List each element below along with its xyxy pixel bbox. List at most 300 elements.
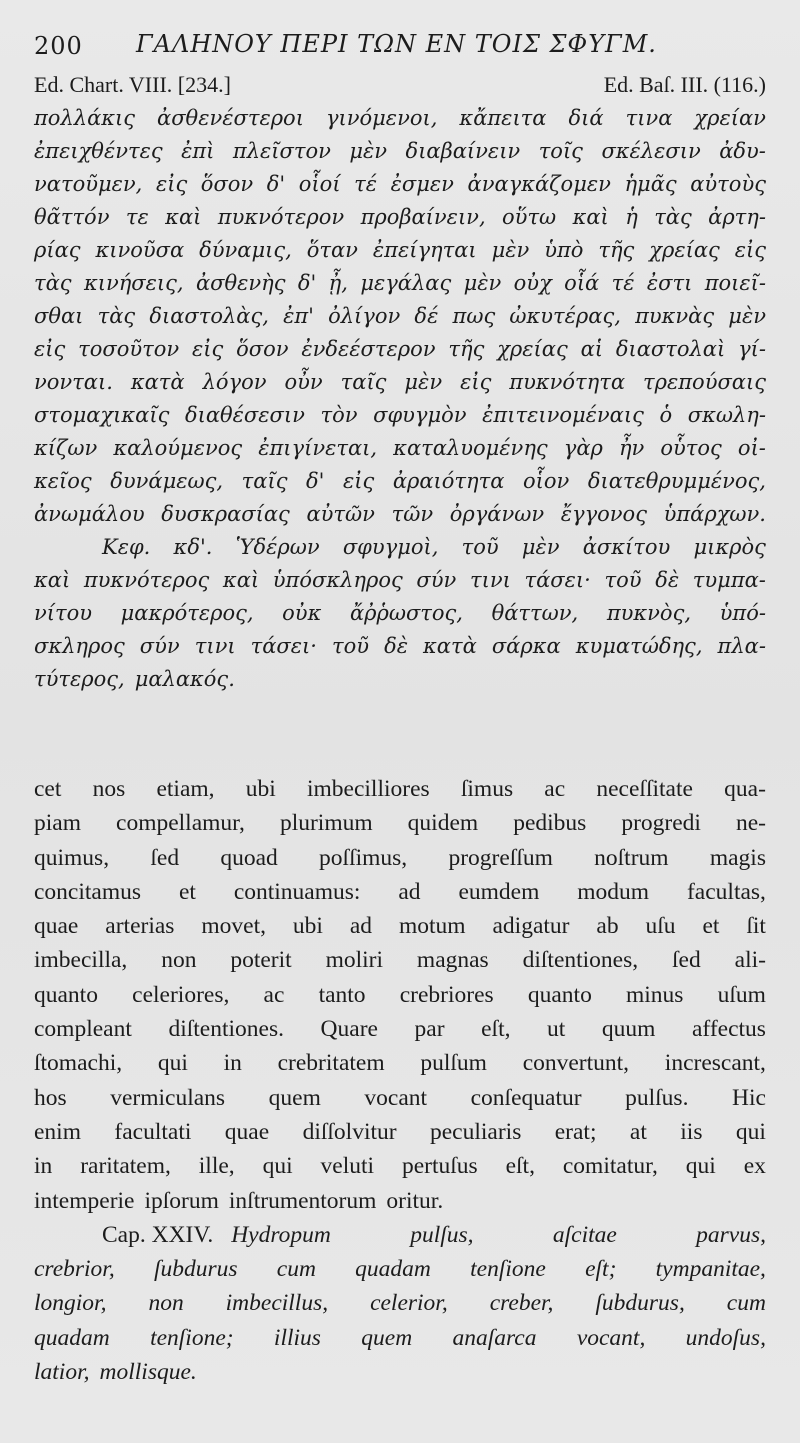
- word: χρείαν: [694, 106, 766, 130]
- word: in: [34, 1153, 53, 1180]
- word: minus: [626, 981, 684, 1008]
- word: ἐπείγηται: [372, 238, 477, 262]
- word: quoad: [220, 844, 278, 871]
- word: facultas,: [686, 878, 766, 905]
- word: τάσει·: [524, 568, 591, 592]
- greek-line: [34, 564, 766, 597]
- word: ad: [349, 913, 373, 940]
- word: τάσει·: [250, 634, 317, 658]
- word: tympanitae,: [655, 1256, 766, 1283]
- greek-line: [34, 465, 766, 498]
- word: σάρκα: [491, 634, 561, 658]
- latin-line: [34, 806, 766, 840]
- word: par: [414, 1016, 445, 1043]
- word: veluti: [320, 1153, 375, 1180]
- word: piam: [34, 810, 81, 837]
- word: etiam,: [156, 776, 215, 802]
- word: in: [223, 1050, 242, 1077]
- greek-line: [34, 498, 766, 531]
- edition-reference-basel: Ed. Baſ. III. (116.): [603, 72, 766, 97]
- word: ὑπό-: [719, 601, 766, 625]
- latin-line: [34, 875, 766, 909]
- word: ὑπόσκληρος: [272, 568, 403, 592]
- latin-line: [34, 1012, 766, 1046]
- word: motum: [398, 913, 466, 940]
- word: crebriores: [399, 981, 494, 1008]
- latin-line: [34, 1321, 766, 1355]
- greek-line: [34, 267, 766, 300]
- word: ac: [263, 981, 285, 1008]
- word: quidem: [407, 810, 479, 837]
- word: illius: [273, 1324, 321, 1351]
- word: magis: [709, 844, 766, 871]
- greek-line: [34, 630, 766, 663]
- latin-chapter-heading-line: [34, 1218, 766, 1252]
- word: τὰς: [654, 205, 692, 229]
- word: καταλυομένης: [393, 436, 548, 460]
- word: σκωλη-: [687, 403, 766, 427]
- word: σκληρος: [34, 634, 125, 658]
- edition-reference-chartier: Ed. Chart. VIII. [234.]: [34, 72, 231, 97]
- word: δυσκρασίας: [161, 502, 290, 526]
- word: πυκνότερον: [217, 205, 345, 229]
- word: et: [178, 878, 196, 905]
- running-title: ΓΑΛΗΝΟΥ ΠΕΡΙ ΤΩΝ ΕΝ ΤΟΙΣ ΣΦΥΓΜ.: [136, 30, 657, 58]
- word: at: [629, 1118, 647, 1145]
- word: ἐπιτεινομέναις: [482, 403, 644, 427]
- word: ἀδυ-: [719, 139, 766, 163]
- word: τέ: [611, 271, 635, 295]
- word: ἀρτη-: [708, 205, 766, 229]
- word: δυνάμεως,: [110, 469, 224, 493]
- word: σκέλεσιν: [601, 139, 701, 163]
- greek-chapter-heading-line: [34, 531, 766, 564]
- word: εἰς: [34, 337, 66, 361]
- word: μὲν: [404, 370, 443, 394]
- word: καὶ: [572, 205, 609, 229]
- word: σύν: [139, 634, 180, 658]
- word: ὁ: [659, 403, 673, 427]
- word: ac: [544, 776, 566, 802]
- word: γὰρ: [563, 436, 603, 460]
- word: ὅσον: [200, 172, 254, 196]
- word: quanto: [527, 981, 592, 1008]
- word: οὕτω: [502, 205, 557, 229]
- word: tenſione: [470, 1256, 546, 1283]
- word: ταῖς: [241, 469, 288, 493]
- word: pulſus.: [625, 1084, 689, 1111]
- word: εἰς: [155, 172, 188, 196]
- greek-line: [34, 663, 766, 696]
- word: qui: [735, 1118, 766, 1145]
- word: πυκνότητα: [509, 370, 626, 394]
- word: διαστολαὶ: [615, 337, 726, 361]
- word: ἐνδεέστερον: [301, 337, 436, 361]
- word: oritur.: [386, 1187, 444, 1214]
- word: εἰς: [343, 469, 375, 493]
- page-header: [34, 30, 760, 64]
- word: σφυγμὸν: [373, 403, 467, 427]
- word: imbecilla,: [34, 947, 128, 974]
- word: eſt;: [585, 1256, 617, 1283]
- word: κίζων: [34, 436, 98, 460]
- latin-line: [34, 1115, 766, 1149]
- word: αὐτῶν: [306, 502, 375, 526]
- word: latior,: [34, 1359, 90, 1386]
- word: qui: [685, 1153, 716, 1180]
- word: τύτερος,: [34, 667, 125, 691]
- word: τινα: [625, 106, 673, 130]
- word: ἡ: [625, 205, 638, 229]
- word: poterit: [230, 947, 292, 974]
- word: mollisque.: [99, 1359, 197, 1386]
- word: movet,: [201, 913, 266, 940]
- word: μικρὸς: [693, 535, 766, 559]
- word: ſtomachi,: [34, 1050, 123, 1077]
- word: δὲ: [655, 568, 680, 592]
- word: μὲν: [463, 271, 502, 295]
- word: ἀραιότητα: [392, 469, 505, 493]
- word: non: [148, 1290, 184, 1317]
- word: Hic: [732, 1084, 766, 1111]
- greek-line: [34, 399, 766, 432]
- word: Quare: [320, 1016, 378, 1043]
- word: καλούμενος: [113, 436, 243, 460]
- word: continuamus:: [233, 878, 361, 905]
- word: ἀνωμάλου: [34, 502, 145, 526]
- word: τυμπα-: [692, 568, 766, 592]
- greek-line: [34, 102, 766, 135]
- word: τὰς: [97, 304, 136, 328]
- word: ad: [398, 878, 421, 905]
- word: Κεφ.: [102, 535, 151, 559]
- word: κατὰ: [130, 370, 185, 394]
- word: οἷον: [522, 469, 570, 493]
- word: στομαχικαῖς: [34, 403, 170, 427]
- word: ipſorum: [144, 1187, 219, 1214]
- word: quem: [361, 1324, 413, 1351]
- word: ὀργάνων: [449, 502, 545, 526]
- word: eſt,: [505, 1153, 535, 1180]
- word: ἀναγκάζομεν: [467, 172, 611, 196]
- word: κινοῦσα: [95, 238, 185, 262]
- word: αἱ: [580, 337, 603, 361]
- word: ὀλίγον: [328, 304, 401, 328]
- word: peculiaris: [429, 1118, 522, 1145]
- word: οὐχ: [513, 271, 552, 295]
- word: μὲν: [521, 535, 560, 559]
- word: κδ'.: [173, 535, 213, 559]
- word: μαλακός.: [134, 667, 235, 691]
- word: arterias: [105, 913, 175, 940]
- word: ἐπιγίνεται,: [258, 436, 378, 460]
- word: vermiculans: [110, 1084, 226, 1111]
- word: pulſus,: [410, 1221, 474, 1248]
- word: vocant: [364, 1084, 428, 1111]
- word: ne-: [735, 810, 766, 837]
- word: ἐπ': [283, 304, 314, 328]
- word: et: [702, 913, 720, 940]
- greek-line: [34, 432, 766, 465]
- word: ἐπὶ: [181, 139, 215, 163]
- word: δ': [306, 469, 325, 493]
- word: τοῦ: [461, 535, 499, 559]
- word: uſum: [717, 981, 766, 1008]
- word: ubi: [292, 913, 323, 940]
- word: comitatur,: [562, 1153, 658, 1180]
- word: ubi: [245, 776, 276, 802]
- word: καὶ: [34, 568, 71, 592]
- word: adigatur: [492, 913, 570, 940]
- word: διαθέσεσιν: [184, 403, 305, 427]
- edition-references: [34, 72, 766, 100]
- word: προβαίνειν,: [360, 205, 486, 229]
- word: τινι: [469, 568, 511, 592]
- greek-line: [34, 597, 766, 630]
- word: ἐστι: [646, 271, 693, 295]
- word: iis: [680, 1118, 703, 1145]
- word: εἰς: [192, 337, 224, 361]
- word: τοῖς: [538, 139, 583, 163]
- word: ἡμᾶς: [624, 172, 677, 196]
- word: cum: [276, 1256, 316, 1283]
- word: τέ: [354, 172, 378, 196]
- word: neceſſitate: [596, 776, 693, 802]
- word: ἔγγονος: [560, 502, 647, 526]
- word: πλεῖστον: [232, 139, 331, 163]
- greek-line: [34, 201, 766, 234]
- word: οὗτος: [660, 436, 722, 460]
- word: διατεθρυμμένος,: [587, 469, 766, 493]
- word: magnas: [416, 947, 489, 974]
- word: non: [161, 947, 197, 974]
- word: progredi: [621, 810, 701, 837]
- chapter-label: Cap. XXIV.: [102, 1221, 214, 1248]
- word: ſubdurus,: [595, 1290, 685, 1317]
- word: γί-: [738, 337, 766, 361]
- word: σύν: [416, 568, 457, 592]
- word: quanto: [34, 981, 98, 1008]
- latin-line: [34, 978, 766, 1012]
- word: diſtentiones,: [522, 947, 639, 974]
- word: enim: [34, 1118, 81, 1145]
- word: creber,: [489, 1290, 554, 1317]
- word: δ': [266, 172, 286, 196]
- word: ille,: [198, 1153, 235, 1180]
- word: δ': [297, 271, 317, 295]
- word: τρεπούσαις: [643, 370, 766, 394]
- word: τε: [125, 205, 149, 229]
- word: quae: [224, 1118, 270, 1145]
- word: ᾖ,: [328, 271, 348, 295]
- word: affectus: [691, 1016, 766, 1043]
- word: aſcitae: [552, 1221, 617, 1248]
- latin-line: [34, 772, 766, 806]
- word: facultati: [114, 1118, 192, 1145]
- word: ex: [743, 1153, 766, 1180]
- word: καὶ: [165, 205, 202, 229]
- word: quadam: [355, 1256, 431, 1283]
- word: tanto: [318, 981, 366, 1008]
- word: νονται.: [34, 370, 113, 394]
- word: imbecillus,: [225, 1290, 329, 1317]
- word: νίτου: [34, 601, 93, 625]
- word: σθαι: [34, 304, 84, 328]
- word: νατοῦμεν,: [34, 172, 143, 196]
- word: cet: [34, 776, 62, 802]
- word: ἀσθενέστεροι: [157, 106, 304, 130]
- word: εἰς: [460, 370, 492, 394]
- word: qui: [262, 1153, 293, 1180]
- word: οὐκ: [282, 601, 322, 625]
- word: quae: [34, 913, 79, 940]
- word: parvus,: [696, 1221, 766, 1248]
- word: θάττων,: [491, 601, 579, 625]
- word: οἷοί: [298, 172, 341, 196]
- word: διά: [568, 106, 604, 130]
- word: πολλάκις: [34, 106, 136, 130]
- word: progreſſum: [448, 844, 553, 871]
- word: ſed: [150, 844, 180, 871]
- word: nos: [92, 776, 126, 802]
- word: πυκνὰς: [635, 304, 715, 328]
- word: hos: [34, 1084, 67, 1111]
- word: χρείας: [497, 337, 568, 361]
- latin-line: [34, 1149, 766, 1183]
- latin-line: [34, 943, 766, 977]
- word: κἄπειτα: [459, 106, 547, 130]
- word: ſubdurus: [153, 1256, 238, 1283]
- word: πυκνότερος: [83, 568, 210, 592]
- latin-line: [34, 909, 766, 943]
- word: ſed: [672, 947, 701, 974]
- word: quem: [268, 1084, 321, 1111]
- word: τινι: [194, 634, 236, 658]
- word: tenſione;: [150, 1324, 234, 1351]
- word: χρείας: [649, 238, 720, 262]
- word: pulſum: [420, 1050, 487, 1077]
- word: τὰς: [34, 271, 72, 295]
- word: eumdem: [458, 878, 540, 905]
- chapter-heading-italic: [231, 1218, 766, 1252]
- word: quadam: [34, 1324, 110, 1351]
- greek-text-block: [34, 102, 766, 696]
- word: δύναμις,: [199, 238, 292, 262]
- latin-line: [34, 1286, 766, 1320]
- word: γινόμενοι,: [325, 106, 438, 130]
- word: qua-: [724, 776, 766, 802]
- word: τῆς: [598, 238, 635, 262]
- word: τῶν: [391, 502, 434, 526]
- word: τὸν: [320, 403, 358, 427]
- word: οὖν: [284, 370, 323, 394]
- word: compleant: [34, 1016, 132, 1043]
- word: ὅταν: [306, 238, 358, 262]
- word: erat;: [554, 1118, 597, 1145]
- word: imbecilliores: [306, 776, 430, 802]
- word: δέ: [414, 304, 439, 328]
- latin-line: [34, 1355, 766, 1389]
- word: σφυγμοὶ,: [342, 535, 439, 559]
- word: ab: [596, 913, 619, 940]
- word: compellamur,: [116, 810, 245, 837]
- word: οἰ-: [737, 436, 766, 460]
- word: ὅσον: [236, 337, 289, 361]
- word: convertunt,: [522, 1050, 630, 1077]
- word: εἰς: [734, 238, 766, 262]
- word: ſimus: [460, 776, 514, 802]
- word: μὲν: [349, 139, 388, 163]
- word: qui: [157, 1050, 188, 1077]
- greek-line: [34, 234, 766, 267]
- word: δὲ: [384, 634, 408, 658]
- word: ὑπάρχων.: [663, 502, 766, 526]
- word: ποιεῖ-: [704, 271, 766, 295]
- word: ἀσκίτου: [582, 535, 671, 559]
- latin-text-block: [34, 772, 766, 1389]
- word: μὲν: [491, 238, 530, 262]
- word: poſſimus,: [319, 844, 408, 871]
- word: μεγάλας: [360, 271, 452, 295]
- word: intemperie: [34, 1187, 135, 1214]
- word: ἄῤῥωστος,: [349, 601, 463, 625]
- word: πως: [452, 304, 496, 328]
- word: pertuſus: [401, 1153, 478, 1180]
- word: undoſus,: [685, 1324, 766, 1351]
- word: celeriores,: [132, 981, 230, 1008]
- word: κατὰ: [423, 634, 477, 658]
- word: τοῦ: [604, 568, 642, 592]
- word: pedibus: [513, 810, 587, 837]
- word: increscant,: [664, 1050, 766, 1077]
- greek-line: [34, 300, 766, 333]
- word: ὠκυτέρας,: [509, 304, 621, 328]
- word: diſtentiones.: [168, 1016, 284, 1043]
- word: crebritatem: [277, 1050, 385, 1077]
- word: διαβαίνειν: [405, 139, 521, 163]
- word: πυκνὸς,: [606, 601, 692, 625]
- latin-line: [34, 1252, 766, 1286]
- word: plurimum: [279, 810, 373, 837]
- word: noſtrum: [594, 844, 669, 871]
- word: concitamus: [34, 878, 142, 905]
- word: καὶ: [222, 568, 260, 592]
- word: θᾶττόν: [34, 205, 110, 229]
- word: moliri: [325, 947, 384, 974]
- word: λόγον: [202, 370, 267, 394]
- word: ali-: [734, 947, 766, 974]
- word: cum: [726, 1290, 766, 1317]
- word: modum: [577, 878, 650, 905]
- word: inſtrumentorum: [228, 1187, 377, 1214]
- word: ἦν: [618, 436, 645, 460]
- word: ρίας: [34, 238, 81, 262]
- latin-line: [34, 1184, 766, 1218]
- word: conſequatur: [470, 1084, 582, 1111]
- word: uſu: [645, 913, 676, 940]
- word: vocant,: [576, 1324, 646, 1351]
- latin-line: [34, 841, 766, 875]
- page-number: 200: [34, 32, 83, 60]
- word: crebrior,: [34, 1256, 115, 1283]
- word: Ὑδέρων: [235, 535, 320, 559]
- greek-line: [34, 135, 766, 168]
- word: quum: [601, 1016, 656, 1043]
- word: quimus,: [34, 844, 110, 871]
- word: diſſolvitur: [302, 1118, 397, 1145]
- word: ſit: [746, 913, 766, 940]
- greek-line: [34, 366, 766, 399]
